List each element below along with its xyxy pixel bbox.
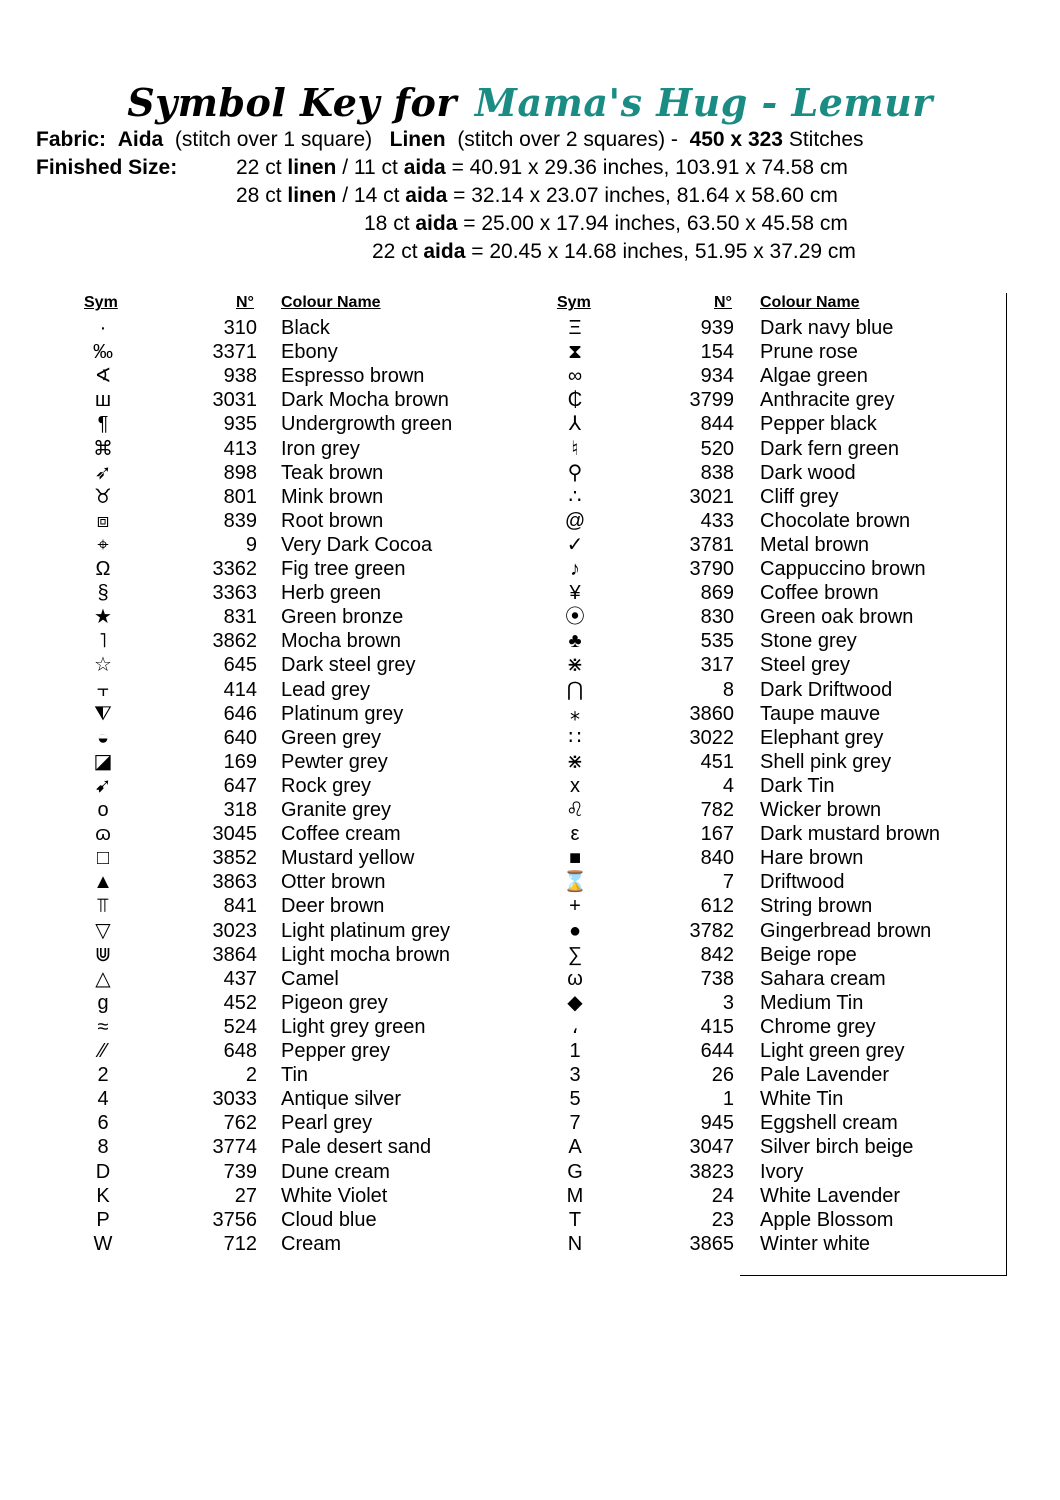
table-row	[0, 774, 835, 798]
symbol-cell: ¥	[569, 582, 581, 605]
symbol-cell: ⁄⁄	[99, 1040, 107, 1062]
symbol-cell: ◪	[93, 750, 113, 773]
symbol-cell: 2	[97, 1064, 109, 1087]
symbol-cell: ☆	[94, 654, 112, 677]
symbol-cell: ✓	[566, 533, 584, 556]
header-no-left: N°	[236, 294, 254, 311]
colour-name-cell: Mustard yellow	[281, 847, 415, 870]
symbol-cell: ⌘	[93, 437, 113, 460]
colour-number-cell: 648	[223, 1040, 257, 1062]
title-prefix: Symbol Key for	[127, 80, 457, 125]
table-row	[0, 437, 899, 461]
colour-name-cell: White Violet	[281, 1184, 388, 1207]
symbol-cell: ♉	[94, 485, 112, 508]
colour-number-cell: 644	[700, 1040, 734, 1062]
symbol-cell: ˥	[99, 630, 107, 653]
colour-name-cell: Pepper black	[760, 413, 877, 436]
colour-name-cell: Platinum grey	[281, 702, 404, 725]
colour-number-cell: 3371	[212, 341, 257, 364]
colour-name-cell: Green grey	[281, 726, 382, 749]
symbol-cell: @	[564, 509, 586, 532]
colour-name-cell: Pepper grey	[281, 1040, 390, 1062]
colour-name-cell: Ebony	[281, 341, 338, 364]
colour-number-cell: 26	[711, 1064, 734, 1087]
colour-number-cell: 2	[245, 1064, 257, 1087]
colour-name-cell: Chocolate brown	[760, 509, 911, 532]
symbol-cell: ∷	[568, 726, 582, 749]
symbol-cell: M	[566, 1184, 584, 1207]
colour-number-cell: 739	[223, 1160, 257, 1183]
colour-name-cell: Espresso brown	[281, 365, 425, 388]
symbol-cell: ⫟	[96, 678, 110, 701]
fabric-line	[36, 126, 864, 154]
fabric-aida-note: (stitch over 1 square)	[174, 128, 373, 151]
symbol-cell: +	[569, 895, 581, 918]
colour-number-cell: 1	[722, 1088, 734, 1111]
table-row	[0, 967, 886, 991]
colour-number-cell: 3047	[689, 1136, 734, 1159]
stitches-word: Stitches	[788, 128, 864, 151]
colour-number-cell: 3045	[212, 823, 257, 846]
colour-number-cell: 3864	[212, 943, 257, 966]
table-row	[0, 1184, 901, 1208]
finished-size-line-3: 18 ct aida = 25.00 x 17.94 inches, 63.50 x 45.58 cm	[364, 212, 848, 235]
colour-name-cell: Dark fern green	[760, 437, 899, 460]
colour-name-cell: Cliff grey	[760, 485, 839, 508]
symbol-cell: 1	[569, 1040, 581, 1062]
table-row	[0, 581, 879, 605]
colour-number-cell: 3774	[212, 1136, 257, 1159]
symbol-cell: ₵	[567, 389, 583, 412]
colour-number-cell: 24	[711, 1184, 734, 1207]
stitch-count: 450 x 323	[689, 128, 783, 151]
bottom-rule-line	[740, 1275, 1007, 1276]
colour-name-cell: Iron grey	[281, 437, 360, 460]
colour-name-cell: Light grey green	[281, 1015, 426, 1038]
fabric-linen-note: (stitch over 2 squares) -	[457, 128, 678, 151]
symbol-cell: ➶	[94, 461, 112, 484]
colour-number-cell: 413	[223, 437, 257, 460]
symbol-cell: □	[96, 847, 110, 870]
colour-name-cell: Otter brown	[281, 871, 386, 894]
colour-number-cell: 801	[223, 485, 257, 508]
colour-number-cell: 838	[700, 461, 734, 484]
colour-name-cell: Light mocha brown	[281, 943, 450, 966]
symbol-cell: K	[96, 1184, 110, 1207]
colour-name-cell: Granite grey	[281, 799, 392, 821]
symbol-cell: T	[568, 1208, 582, 1231]
colour-name-cell: Pigeon grey	[281, 991, 388, 1014]
symbol-cell: ⌛	[562, 871, 588, 894]
colour-number-cell: 844	[700, 413, 734, 436]
colour-number-cell: 520	[700, 437, 734, 460]
table-row	[0, 1015, 876, 1039]
colour-number-cell: 154	[700, 341, 734, 364]
colour-name-cell: Very Dark Cocoa	[281, 533, 433, 556]
colour-number-cell: 452	[223, 991, 257, 1014]
symbol-cell: §	[97, 582, 109, 605]
symbol-cell: ε	[570, 823, 580, 846]
symbol-cell: 4	[97, 1088, 109, 1111]
colour-number-cell: 167	[700, 823, 734, 846]
symbol-cell: Ξ	[568, 317, 582, 339]
colour-name-cell: Dark steel grey	[281, 654, 416, 677]
symbol-cell: ■	[568, 847, 582, 870]
colour-number-cell: 3362	[212, 558, 257, 580]
colour-number-cell: 842	[700, 943, 734, 966]
symbol-cell: G	[567, 1160, 583, 1183]
colour-name-cell: Camel	[281, 967, 339, 990]
colour-number-cell: 841	[223, 895, 257, 918]
table-row	[0, 1135, 914, 1159]
colour-number-cell: 169	[223, 750, 257, 773]
colour-number-cell: 830	[700, 606, 734, 629]
table-row	[0, 509, 911, 533]
colour-name-cell: Shell pink grey	[760, 750, 892, 773]
colour-name-cell: Cappuccino brown	[760, 558, 926, 580]
symbol-cell: ⧗	[567, 341, 583, 364]
fabric-label: Fabric:	[36, 128, 107, 151]
colour-name-cell: Herb green	[281, 582, 382, 605]
colour-name-cell: Apple Blossom	[760, 1208, 894, 1231]
colour-number-cell: 3862	[212, 630, 257, 653]
table-row	[0, 557, 926, 581]
table-row	[0, 1039, 905, 1063]
symbol-cell: ⧈	[96, 509, 110, 532]
table-row	[0, 316, 894, 340]
symbol-cell: ♌	[566, 799, 584, 821]
symbol-cell: ⅄	[568, 413, 582, 436]
colour-name-cell: Dark Tin	[760, 774, 835, 797]
table-row	[0, 653, 851, 677]
colour-name-cell: Anthracite grey	[760, 389, 895, 412]
colour-number-cell: 415	[700, 1015, 734, 1038]
colour-name-cell: Root brown	[281, 509, 384, 532]
symbol-cell: ⋓	[94, 943, 112, 966]
symbol-cell: ▲	[93, 871, 113, 894]
colour-name-cell: Black	[281, 317, 330, 339]
table-row	[0, 798, 882, 822]
colour-name-cell: String brown	[760, 895, 873, 918]
table-row	[0, 533, 869, 557]
table-row	[0, 485, 839, 509]
symbol-cell: ⋇	[566, 654, 584, 677]
colour-name-cell: Dark Driftwood	[760, 678, 893, 701]
symbol-cell: ∴	[568, 485, 582, 508]
colour-name-cell: Light green grey	[760, 1040, 905, 1062]
colour-number-cell: 318	[223, 799, 257, 821]
symbol-cell: ▽	[95, 919, 111, 942]
colour-name-cell: Cloud blue	[281, 1208, 377, 1231]
symbol-cell: x	[570, 774, 580, 797]
colour-name-cell: Dark navy blue	[760, 317, 894, 339]
symbol-cell: ♪	[570, 558, 580, 580]
colour-name-cell: Dark mustard brown	[760, 823, 941, 846]
colour-number-cell: 3865	[689, 1232, 734, 1255]
page-title	[0, 80, 1060, 125]
colour-number-cell: 939	[700, 317, 734, 339]
colour-name-cell: Taupe mauve	[760, 702, 881, 725]
colour-number-cell: 3	[722, 991, 734, 1014]
colour-number-cell: 451	[700, 750, 734, 773]
symbol-cell: Ω	[95, 558, 111, 580]
colour-name-cell: Green bronze	[281, 606, 404, 629]
colour-name-cell: White Lavender	[760, 1184, 901, 1207]
colour-number-cell: 831	[223, 606, 257, 629]
design-name: Mama's Hug - Lemur	[474, 80, 933, 125]
colour-number-cell: 8	[722, 678, 734, 701]
colour-name-cell: Deer brown	[281, 895, 385, 918]
colour-name-cell: Algae green	[760, 365, 868, 388]
colour-number-cell: 7	[722, 871, 734, 894]
table-row	[0, 1208, 894, 1232]
finished-size-line-4: 22 ct aida = 20.45 x 14.68 inches, 51.95 x 37.29 cm	[372, 240, 856, 263]
symbol-cell: ♣	[568, 630, 582, 653]
colour-name-cell: Tin	[281, 1064, 309, 1087]
table-row	[0, 340, 858, 364]
colour-number-cell: 3782	[689, 919, 734, 942]
colour-number-cell: 945	[700, 1112, 734, 1135]
colour-name-cell: Coffee brown	[760, 582, 879, 605]
symbol-cell: ω	[567, 967, 583, 990]
symbol-cell: ¶	[97, 413, 109, 436]
table-row	[0, 919, 932, 943]
table-row	[0, 822, 941, 846]
colour-number-cell: 437	[223, 967, 257, 990]
colour-name-cell: White Tin	[760, 1088, 844, 1111]
finished-size-line-2: 28 ct linen / 14 ct aida = 32.14 x 23.07 inches, 81.64 x 58.60 cm	[236, 184, 838, 207]
symbol-cell: ◆	[567, 991, 583, 1014]
colour-number-cell: 3031	[212, 389, 257, 412]
colour-number-cell: 3860	[689, 702, 734, 725]
colour-name-cell: Rock grey	[281, 774, 372, 797]
symbol-cell: ⧨	[94, 702, 112, 725]
symbol-cell: ≈	[97, 1015, 109, 1038]
colour-number-cell: 524	[223, 1015, 257, 1038]
colour-name-cell: Antique silver	[281, 1088, 402, 1111]
colour-number-cell: 738	[700, 967, 734, 990]
colour-name-cell: Fig tree green	[281, 558, 406, 580]
colour-name-cell: Mink brown	[281, 485, 384, 508]
colour-number-cell: 23	[711, 1208, 734, 1231]
symbol-cell: 5	[569, 1088, 581, 1111]
colour-number-cell: 535	[700, 630, 734, 653]
header-name-right: Colour Name	[760, 294, 860, 311]
table-row	[0, 750, 892, 774]
colour-name-cell: Prune rose	[760, 341, 858, 364]
colour-name-cell: Gingerbread brown	[760, 919, 932, 942]
symbol-cell: W	[93, 1232, 113, 1255]
colour-number-cell: 3790	[689, 558, 734, 580]
symbol-cell: ∞	[567, 365, 583, 388]
colour-name-cell: Pale Lavender	[760, 1064, 889, 1087]
finished-size-label: Finished Size:	[36, 156, 178, 179]
symbol-cell: ★	[94, 606, 112, 629]
table-row	[0, 1160, 804, 1184]
colour-name-cell: Stone grey	[760, 630, 857, 653]
colour-number-cell: 640	[223, 726, 257, 749]
header-no-right: N°	[714, 294, 732, 311]
colour-number-cell: 840	[700, 847, 734, 870]
table-row	[0, 1087, 844, 1111]
colour-name-cell: Pewter grey	[281, 750, 388, 773]
symbol-cell: △	[95, 967, 111, 990]
table-row	[0, 678, 893, 702]
colour-number-cell: 898	[223, 461, 257, 484]
table-row	[0, 364, 868, 388]
colour-number-cell: 3863	[212, 871, 257, 894]
colour-name-cell: Mocha brown	[281, 630, 402, 653]
symbol-cell: ∑	[567, 943, 583, 966]
colour-name-cell: Dark Mocha brown	[281, 389, 449, 412]
symbol-cell: ⦿	[565, 606, 585, 629]
symbol-cell: ➹	[94, 774, 112, 797]
symbol-cell: 3	[569, 1064, 581, 1087]
finished-size-line-1: 22 ct linen / 11 ct aida = 40.91 x 29.36 inches, 103.91 x 74.58 cm	[236, 156, 848, 179]
colour-name-cell: Hare brown	[760, 847, 864, 870]
colour-number-cell: 414	[223, 678, 257, 701]
table-row	[0, 1111, 898, 1135]
colour-number-cell: 647	[223, 774, 257, 797]
symbol-cell: ⚲	[567, 461, 583, 484]
colour-number-cell: 27	[234, 1184, 257, 1207]
table-row	[0, 870, 845, 894]
colour-number-cell: 935	[223, 413, 257, 436]
colour-name-cell: Silver birch beige	[760, 1136, 914, 1159]
symbol-cell: A	[568, 1136, 582, 1159]
symbol-cell: ⁎	[570, 702, 580, 725]
symbol-cell: ⋂	[566, 678, 584, 701]
colour-number-cell: 3852	[212, 847, 257, 870]
colour-name-cell: Metal brown	[760, 533, 869, 556]
colour-number-cell: 4	[722, 774, 734, 797]
symbol-cell: 7	[569, 1112, 581, 1135]
table-row	[0, 726, 884, 750]
colour-name-cell: Pale desert sand	[281, 1136, 432, 1159]
symbol-cell: ·	[99, 317, 107, 339]
colour-name-cell: Teak brown	[281, 461, 384, 484]
fabric-linen: Linen	[389, 128, 446, 151]
table-row	[0, 991, 864, 1015]
symbol-cell: P	[96, 1208, 110, 1231]
table-row	[0, 605, 914, 629]
table-row	[0, 846, 864, 870]
colour-number-cell: 712	[223, 1232, 257, 1255]
table-row	[0, 461, 856, 485]
symbol-cell: ш	[94, 389, 112, 412]
colour-name-cell: Chrome grey	[760, 1015, 876, 1038]
right-border-line	[1006, 293, 1007, 1276]
symbol-cell: ◒	[96, 726, 110, 749]
colour-number-cell: 762	[223, 1112, 257, 1135]
colour-number-cell: 310	[223, 317, 257, 339]
colour-number-cell: 839	[223, 509, 257, 532]
colour-name-cell: Elephant grey	[760, 726, 884, 749]
table-row	[0, 1063, 889, 1087]
colour-number-cell: 9	[245, 533, 257, 556]
colour-number-cell: 433	[700, 509, 734, 532]
table-row	[0, 943, 857, 967]
symbol-cell: ɷ	[95, 823, 111, 846]
table-row	[0, 629, 857, 653]
table-row	[0, 894, 873, 918]
colour-number-cell: 646	[223, 702, 257, 725]
colour-name-cell: Green oak brown	[760, 606, 914, 629]
symbol-cell: D	[95, 1160, 111, 1183]
colour-number-cell: 3363	[212, 582, 257, 605]
table-row	[0, 702, 881, 726]
colour-number-cell: 869	[700, 582, 734, 605]
colour-name-cell: Cream	[281, 1232, 342, 1255]
colour-name-cell: Wicker brown	[760, 799, 882, 821]
colour-name-cell: Light platinum grey	[281, 919, 450, 942]
colour-number-cell: 3033	[212, 1088, 257, 1111]
fabric-aida: Aida	[117, 128, 164, 151]
colour-number-cell: 3021	[689, 485, 734, 508]
colour-name-cell: Dark wood	[760, 461, 856, 484]
colour-name-cell: Pearl grey	[281, 1112, 373, 1135]
symbol-cell: ‰	[93, 341, 113, 364]
colour-number-cell: 3823	[689, 1160, 734, 1183]
colour-name-cell: Beige rope	[760, 943, 857, 966]
symbol-cell: g	[97, 991, 109, 1014]
colour-number-cell: 934	[700, 365, 734, 388]
table-row	[0, 412, 877, 436]
colour-number-cell: 3022	[689, 726, 734, 749]
colour-name-cell: Steel grey	[760, 654, 851, 677]
header-name-left: Colour Name	[281, 294, 381, 311]
symbol-cell: N	[567, 1232, 583, 1255]
colour-name-cell: Dune cream	[281, 1160, 390, 1183]
table-row	[0, 388, 895, 412]
colour-number-cell: 3781	[689, 533, 734, 556]
colour-number-cell: 645	[223, 654, 257, 677]
colour-number-cell: 3799	[689, 389, 734, 412]
colour-name-cell: Eggshell cream	[760, 1112, 898, 1135]
colour-number-cell: 612	[700, 895, 734, 918]
symbol-cell: ⌖	[97, 533, 109, 556]
symbol-cell: ،	[571, 1015, 579, 1038]
header-sym-right: Sym	[557, 294, 591, 311]
colour-number-cell: 317	[700, 654, 734, 677]
colour-number-cell: 3023	[212, 919, 257, 942]
colour-name-cell: Ivory	[760, 1160, 804, 1183]
colour-name-cell: Sahara cream	[760, 967, 886, 990]
colour-name-cell: Driftwood	[760, 871, 845, 894]
table-row	[0, 1232, 871, 1256]
colour-name-cell: Undergrowth green	[281, 413, 453, 436]
header-sym-left: Sym	[84, 294, 118, 311]
symbol-cell: o	[97, 799, 109, 821]
symbol-cell: ●	[568, 919, 582, 942]
symbol-cell: ⋇	[566, 750, 584, 773]
symbol-cell: ∢	[94, 365, 112, 388]
symbol-cell: 6	[97, 1112, 109, 1135]
colour-number-cell: 938	[223, 365, 257, 388]
colour-name-cell: Winter white	[760, 1232, 871, 1255]
colour-number-cell: 782	[700, 799, 734, 821]
symbol-cell: ⫪	[97, 895, 109, 918]
symbol-cell: 8	[97, 1136, 109, 1159]
colour-number-cell: 3756	[212, 1208, 257, 1231]
colour-name-cell: Lead grey	[281, 678, 370, 701]
colour-name-cell: Coffee cream	[281, 823, 401, 846]
symbol-cell: ♮	[571, 437, 579, 460]
colour-name-cell: Medium Tin	[760, 991, 864, 1014]
